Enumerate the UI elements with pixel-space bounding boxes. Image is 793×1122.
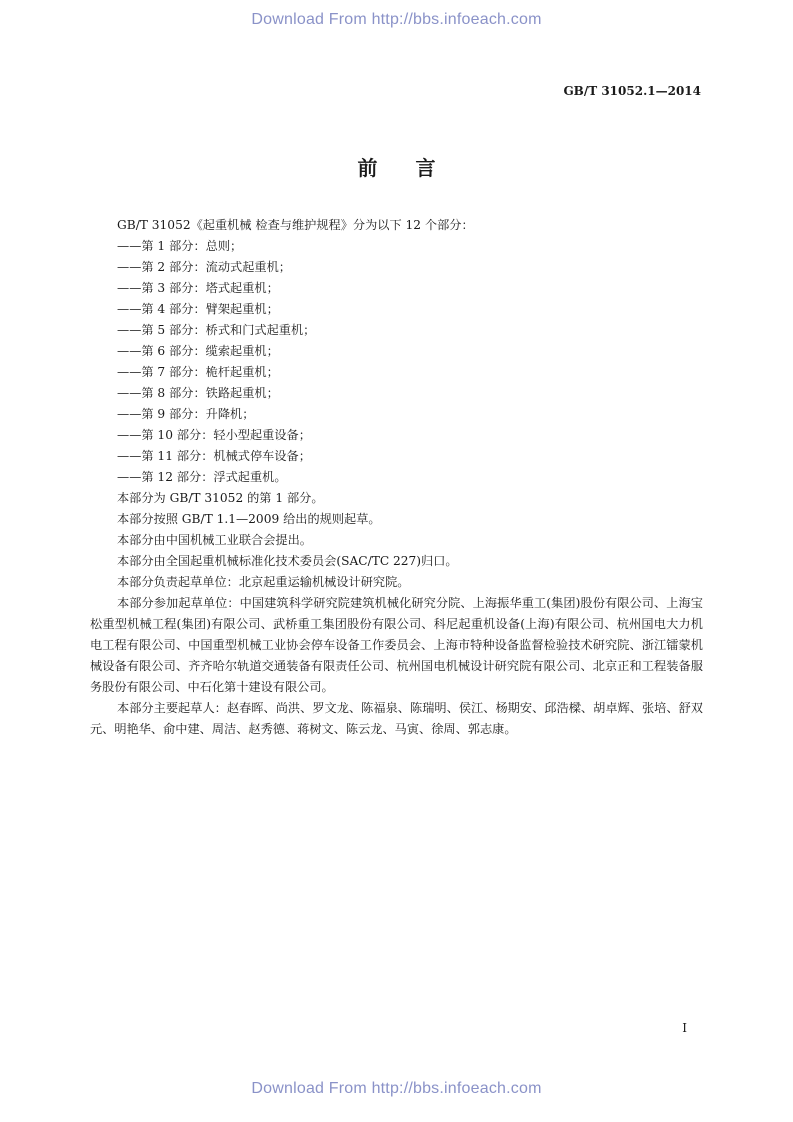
list-item: ——第 1 部分：总则； — [117, 239, 243, 253]
list-item: ——第 4 部分：臂架起重机； — [117, 302, 279, 316]
list-item: ——第 11 部分：机械式停车设备； — [117, 449, 311, 463]
list-item: ——第 3 部分：塔式起重机； — [117, 281, 279, 295]
statement-line: 本部分由全国起重机械标准化技术委员会(SAC/TC 227)归口。 — [117, 554, 458, 568]
list-item: ——第 9 部分：升降机； — [117, 407, 255, 421]
intro-line: GB/T 31052《起重机械 检查与维护规程》分为以下 12 个部分： — [117, 218, 474, 232]
drafters-paragraph: 本部分主要起草人：赵春晖、尚洪、罗文龙、陈福泉、陈瑞明、侯江、杨期安、邱浩樑、胡卓辉、张培、舒双元、明艳华、俞中建、周洁、赵秀德、蒋树文、陈云龙、马寅、徐周、郭志康。 — [90, 701, 703, 736]
foreword-body — [90, 215, 703, 740]
statement-line: 本部分为 GB/T 31052 的第 1 部分。 — [117, 491, 324, 505]
standard-code: GB/T 31052.1—2014 — [563, 84, 701, 98]
list-item: ——第 7 部分：桅杆起重机； — [117, 365, 279, 379]
participants-paragraph: 本部分参加起草单位：中国建筑科学研究院建筑机械化研究分院、上海振华重工(集团)股份有限公司、上海宝松重型机械工程(集团)有限公司、武桥重工集团股份有限公司、科尼起重机设备(上海)有限公司、杭州国电大力机电工程有限公司、中国重型机械工业协会停车设备工作委员会、上海市特种设备监督检验技术研究院、浙江镭蒙机械设备有限公司、齐齐哈尔轨道交通装备有限责任公司、杭州国电机械设计研究院有限公司、北京正和工程装备服务股份有限公司、中石化第十建设有限公司。 — [90, 596, 703, 694]
list-item: ——第 10 部分：轻小型起重设备； — [117, 428, 311, 442]
list-item: ——第 6 部分：缆索起重机； — [117, 344, 279, 358]
list-item: ——第 12 部分：浮式起重机。 — [117, 470, 287, 484]
watermark-top: Download From http://bbs.infoeach.com — [251, 11, 542, 28]
list-item: ——第 8 部分：铁路起重机； — [117, 386, 279, 400]
page-number: I — [682, 1021, 687, 1035]
statement-line: 本部分负责起草单位：北京起重运输机械设计研究院。 — [117, 575, 410, 589]
statement-line: 本部分由中国机械工业联合会提出。 — [117, 533, 312, 547]
watermark-bottom: Download From http://bbs.infoeach.com — [251, 1080, 542, 1097]
list-item: ——第 5 部分：桥式和门式起重机； — [117, 323, 316, 337]
list-item: ——第 2 部分：流动式起重机； — [117, 260, 291, 274]
parts-list — [90, 236, 703, 488]
statement-line: 本部分按照 GB/T 1.1—2009 给出的规则起草。 — [117, 512, 381, 526]
page-title: 前言 — [357, 156, 474, 180]
